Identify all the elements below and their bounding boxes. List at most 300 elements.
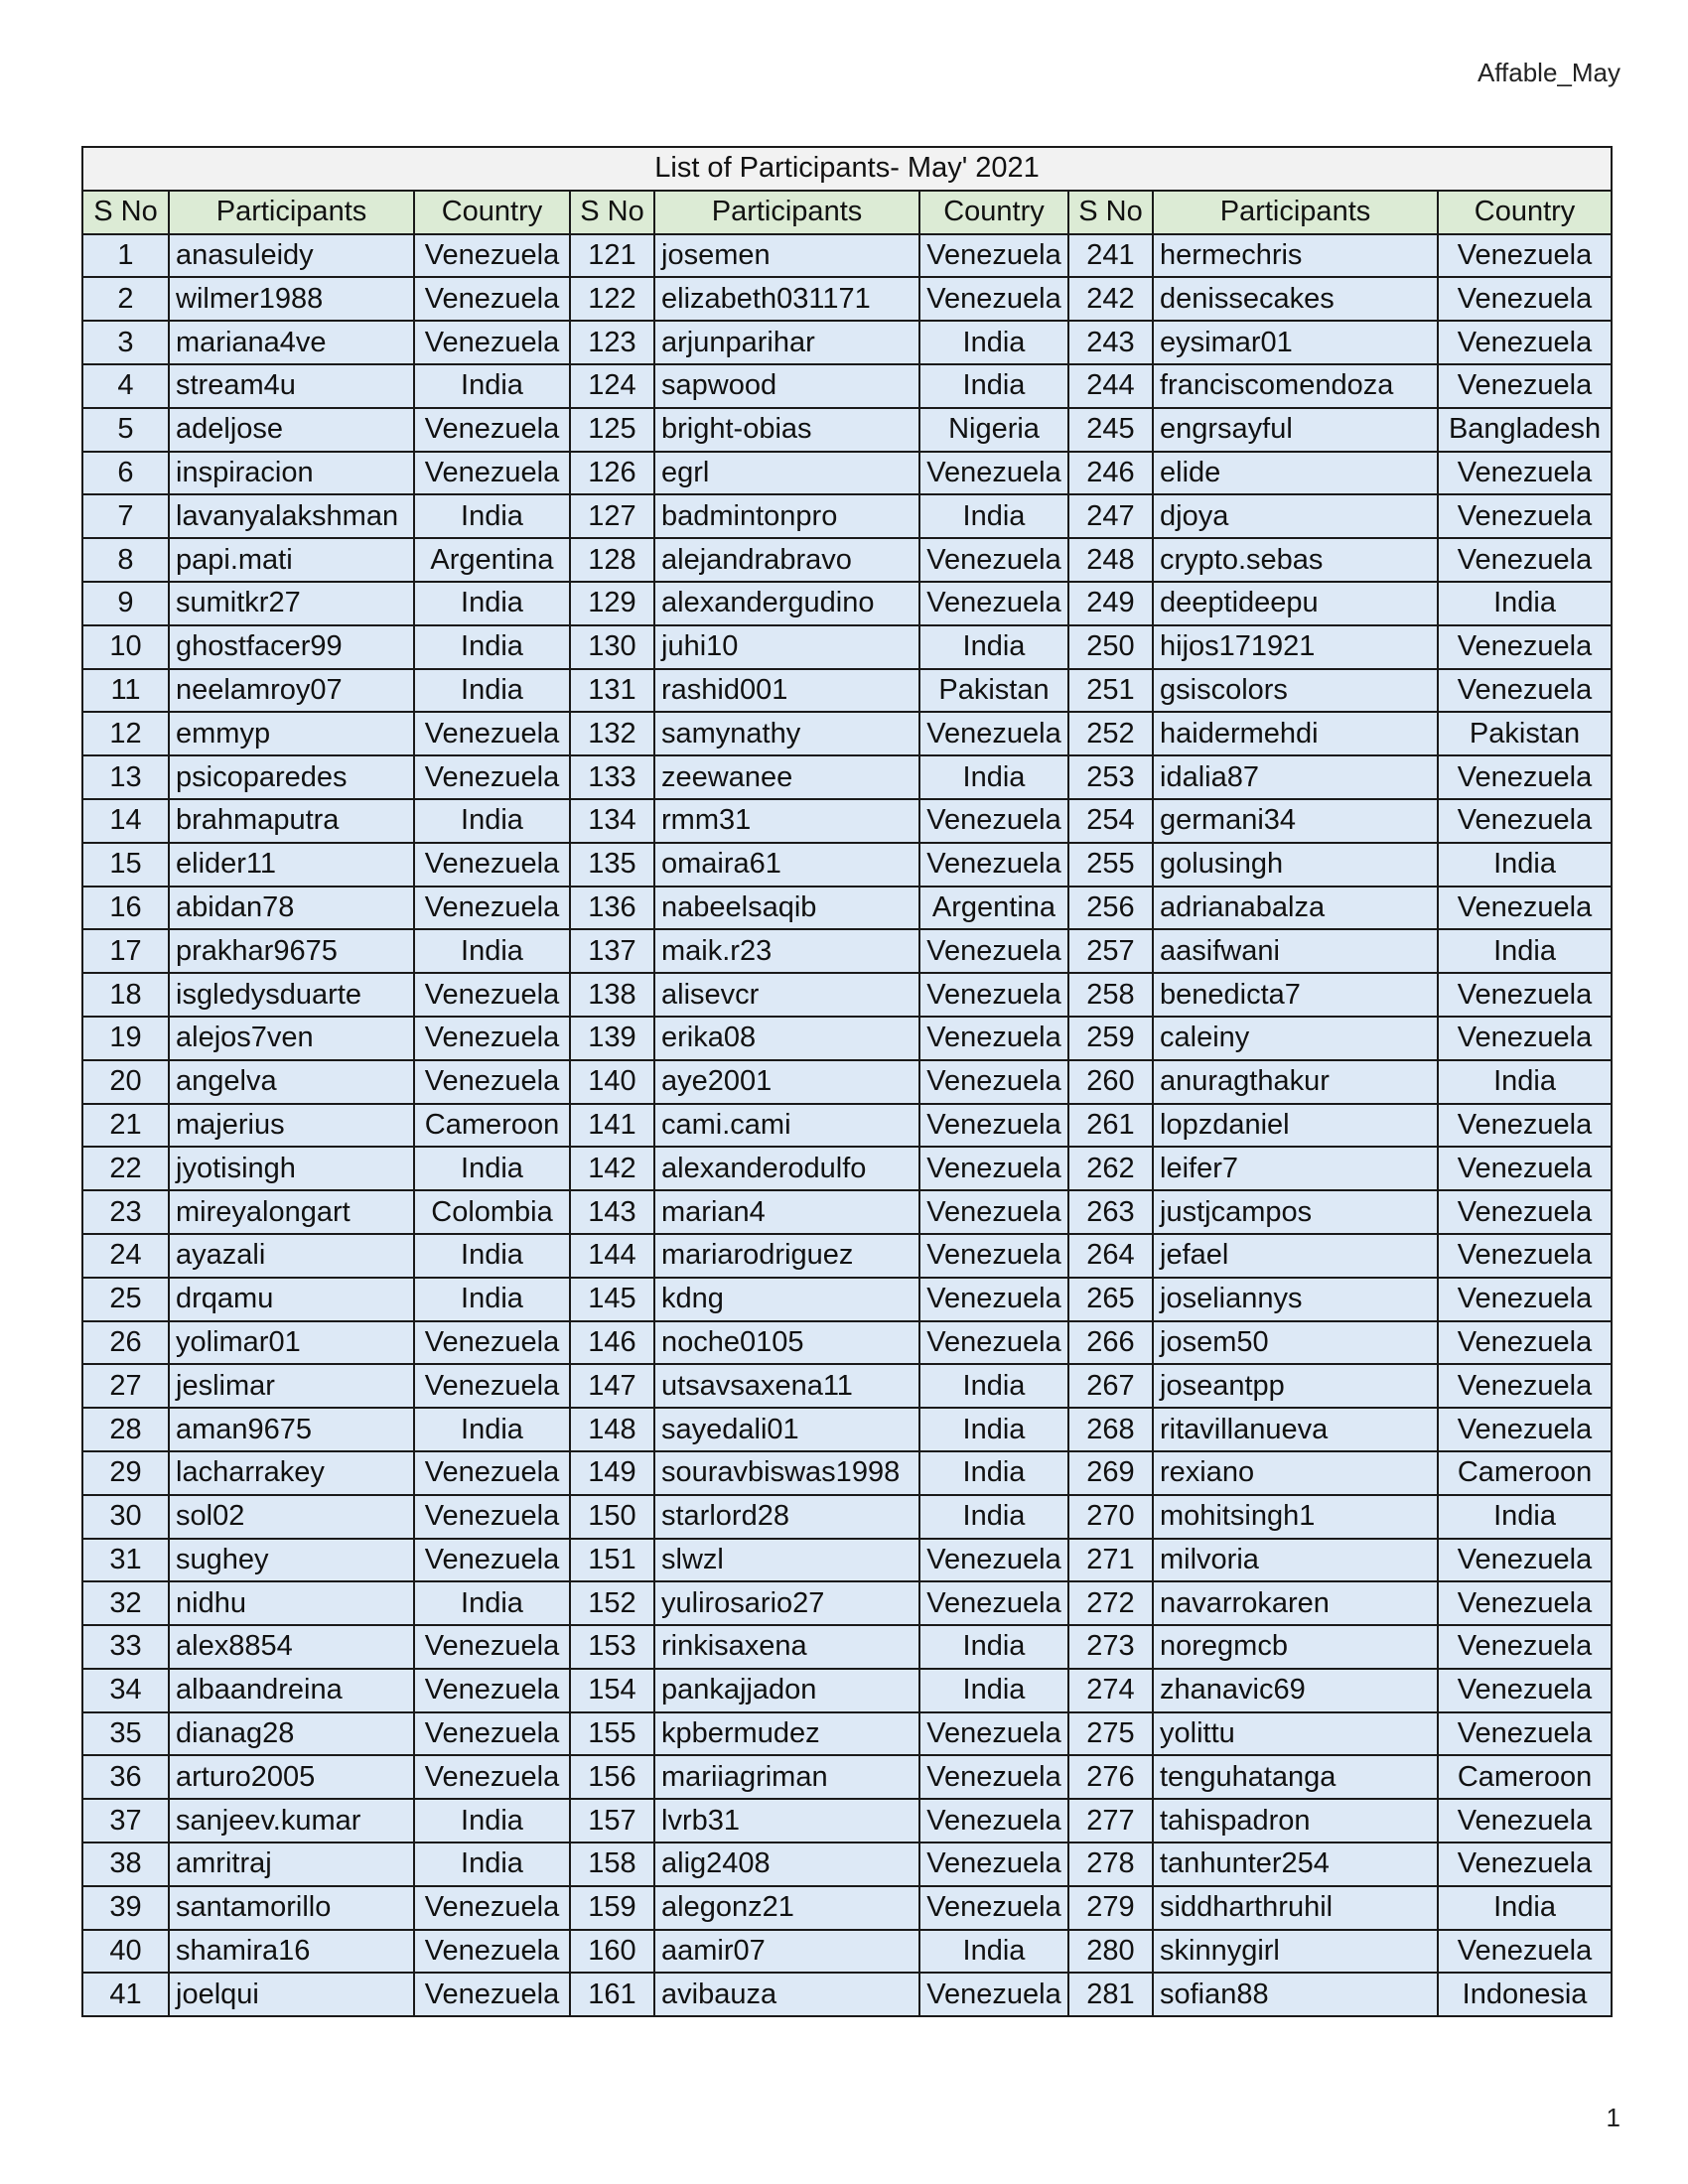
serial-number-cell: 2: [82, 277, 169, 321]
serial-number-cell: 159: [570, 1886, 654, 1930]
serial-number-cell: 21: [82, 1104, 169, 1148]
country-cell: Venezuela: [414, 1539, 570, 1582]
participant-name-cell: mariiagriman: [654, 1755, 919, 1799]
serial-number-cell: 247: [1068, 494, 1153, 538]
participant-name-cell: haidermehdi: [1153, 712, 1438, 755]
participant-name-cell: abidan78: [169, 887, 414, 930]
participant-name-cell: rinkisaxena: [654, 1625, 919, 1669]
country-cell: Venezuela: [414, 408, 570, 452]
country-cell: Venezuela: [1438, 669, 1612, 713]
country-header: Country: [919, 191, 1068, 234]
participant-name-cell: amritraj: [169, 1843, 414, 1886]
participant-name-cell: aamir07: [654, 1930, 919, 1974]
participant-name-cell: germani34: [1153, 799, 1438, 843]
country-cell: Venezuela: [1438, 1930, 1612, 1974]
participant-name-cell: majerius: [169, 1104, 414, 1148]
table-row: [82, 277, 1612, 321]
country-cell: Venezuela: [919, 234, 1068, 278]
participant-name-cell: stream4u: [169, 364, 414, 408]
participant-name-cell: noche0105: [654, 1321, 919, 1365]
country-cell: Venezuela: [1438, 625, 1612, 669]
country-cell: Venezuela: [919, 1886, 1068, 1930]
table-row: [82, 1321, 1612, 1365]
participant-name-cell: kdng: [654, 1278, 919, 1321]
country-cell: Venezuela: [919, 1581, 1068, 1625]
serial-number-cell: 243: [1068, 321, 1153, 364]
serial-number-cell: 251: [1068, 669, 1153, 713]
participant-name-cell: tahispadron: [1153, 1799, 1438, 1843]
country-cell: Venezuela: [1438, 538, 1612, 582]
serial-number-cell: 153: [570, 1625, 654, 1669]
participant-name-cell: alisevcr: [654, 973, 919, 1017]
serial-number-cell: 5: [82, 408, 169, 452]
country-cell: India: [919, 321, 1068, 364]
participant-name-cell: erika08: [654, 1017, 919, 1060]
country-cell: Venezuela: [919, 1147, 1068, 1190]
table-row: [82, 1104, 1612, 1148]
country-cell: India: [414, 1581, 570, 1625]
serial-number-cell: 8: [82, 538, 169, 582]
serial-number-cell: 274: [1068, 1669, 1153, 1712]
participant-name-cell: bright-obias: [654, 408, 919, 452]
participant-name-cell: avibauza: [654, 1973, 919, 2016]
country-cell: Venezuela: [1438, 1712, 1612, 1756]
serial-number-cell: 36: [82, 1755, 169, 1799]
country-cell: Venezuela: [1438, 799, 1612, 843]
sno-header: S No: [1068, 191, 1153, 234]
table-row: [82, 929, 1612, 973]
participant-name-cell: angelva: [169, 1060, 414, 1104]
participant-name-cell: joseliannys: [1153, 1278, 1438, 1321]
participant-name-cell: lacharrakey: [169, 1451, 414, 1495]
participant-name-cell: lavanyalakshman: [169, 494, 414, 538]
serial-number-cell: 260: [1068, 1060, 1153, 1104]
serial-number-cell: 246: [1068, 452, 1153, 495]
country-cell: Venezuela: [919, 1799, 1068, 1843]
country-cell: Venezuela: [414, 1451, 570, 1495]
country-cell: Argentina: [414, 538, 570, 582]
serial-number-cell: 41: [82, 1973, 169, 2016]
table-row: [82, 364, 1612, 408]
serial-number-cell: 30: [82, 1495, 169, 1539]
country-cell: Venezuela: [1438, 1190, 1612, 1234]
table-row: [82, 669, 1612, 713]
serial-number-cell: 136: [570, 887, 654, 930]
table-row: [82, 1669, 1612, 1712]
country-cell: India: [1438, 929, 1612, 973]
participant-name-cell: mariarodriguez: [654, 1234, 919, 1278]
participant-name-cell: yolimar01: [169, 1321, 414, 1365]
participant-name-cell: yulirosario27: [654, 1581, 919, 1625]
country-cell: Pakistan: [1438, 712, 1612, 755]
participant-name-cell: emmyp: [169, 712, 414, 755]
serial-number-cell: 157: [570, 1799, 654, 1843]
participant-name-cell: justjcampos: [1153, 1190, 1438, 1234]
table-row: [82, 887, 1612, 930]
table-row: [82, 1451, 1612, 1495]
participant-name-cell: rexiano: [1153, 1451, 1438, 1495]
column-header-row: [82, 191, 1612, 234]
serial-number-cell: 130: [570, 625, 654, 669]
serial-number-cell: 242: [1068, 277, 1153, 321]
country-cell: Venezuela: [1438, 494, 1612, 538]
country-cell: India: [414, 799, 570, 843]
participant-name-cell: zhanavic69: [1153, 1669, 1438, 1712]
country-cell: Venezuela: [414, 1930, 570, 1974]
participant-name-cell: sanjeev.kumar: [169, 1799, 414, 1843]
serial-number-cell: 133: [570, 755, 654, 799]
serial-number-cell: 140: [570, 1060, 654, 1104]
table-row: [82, 1278, 1612, 1321]
participant-name-cell: dianag28: [169, 1712, 414, 1756]
country-cell: India: [919, 625, 1068, 669]
country-cell: India: [414, 1799, 570, 1843]
serial-number-cell: 138: [570, 973, 654, 1017]
participant-name-cell: marian4: [654, 1190, 919, 1234]
serial-number-cell: 148: [570, 1408, 654, 1451]
country-cell: Venezuela: [919, 1843, 1068, 1886]
serial-number-cell: 37: [82, 1799, 169, 1843]
country-cell: Venezuela: [414, 1886, 570, 1930]
country-cell: Venezuela: [1438, 321, 1612, 364]
participant-name-cell: papi.mati: [169, 538, 414, 582]
participant-name-cell: samynathy: [654, 712, 919, 755]
participant-name-cell: skinnygirl: [1153, 1930, 1438, 1974]
participant-name-cell: siddharthruhil: [1153, 1886, 1438, 1930]
serial-number-cell: 123: [570, 321, 654, 364]
table-row: [82, 1799, 1612, 1843]
country-header: Country: [1438, 191, 1612, 234]
serial-number-cell: 144: [570, 1234, 654, 1278]
country-cell: Nigeria: [919, 408, 1068, 452]
country-cell: India: [414, 625, 570, 669]
country-cell: Colombia: [414, 1190, 570, 1234]
serial-number-cell: 261: [1068, 1104, 1153, 1148]
participant-name-cell: shamira16: [169, 1930, 414, 1974]
table-row: [82, 755, 1612, 799]
participant-name-cell: tanhunter254: [1153, 1843, 1438, 1886]
country-cell: India: [414, 669, 570, 713]
serial-number-cell: 139: [570, 1017, 654, 1060]
participant-name-cell: arturo2005: [169, 1755, 414, 1799]
table-row: [82, 1495, 1612, 1539]
serial-number-cell: 266: [1068, 1321, 1153, 1365]
participant-name-cell: sughey: [169, 1539, 414, 1582]
serial-number-cell: 265: [1068, 1278, 1153, 1321]
serial-number-cell: 256: [1068, 887, 1153, 930]
serial-number-cell: 20: [82, 1060, 169, 1104]
participants-table: [81, 146, 1613, 2017]
serial-number-cell: 35: [82, 1712, 169, 1756]
table-row: [82, 582, 1612, 625]
country-cell: India: [919, 1408, 1068, 1451]
participant-name-cell: alex8854: [169, 1625, 414, 1669]
serial-number-cell: 127: [570, 494, 654, 538]
participant-name-cell: aman9675: [169, 1408, 414, 1451]
serial-number-cell: 258: [1068, 973, 1153, 1017]
country-cell: Venezuela: [919, 538, 1068, 582]
country-cell: India: [414, 1408, 570, 1451]
country-cell: Venezuela: [1438, 1843, 1612, 1886]
serial-number-cell: 31: [82, 1539, 169, 1582]
country-cell: Venezuela: [919, 929, 1068, 973]
participant-name-cell: jeslimar: [169, 1364, 414, 1408]
country-cell: Argentina: [919, 887, 1068, 930]
serial-number-cell: 1: [82, 234, 169, 278]
serial-number-cell: 277: [1068, 1799, 1153, 1843]
participant-name-cell: prakhar9675: [169, 929, 414, 973]
table-row: [82, 538, 1612, 582]
country-cell: Venezuela: [919, 1234, 1068, 1278]
country-cell: Venezuela: [414, 1973, 570, 2016]
country-cell: Venezuela: [414, 1495, 570, 1539]
participant-name-cell: cami.cami: [654, 1104, 919, 1148]
participant-name-cell: hijos171921: [1153, 625, 1438, 669]
country-cell: Venezuela: [919, 1539, 1068, 1582]
participant-name-cell: omaira61: [654, 843, 919, 887]
serial-number-cell: 16: [82, 887, 169, 930]
table-row: [82, 712, 1612, 755]
serial-number-cell: 7: [82, 494, 169, 538]
participant-name-cell: mariana4ve: [169, 321, 414, 364]
participant-name-cell: elide: [1153, 452, 1438, 495]
table-row: [82, 973, 1612, 1017]
country-cell: India: [414, 1234, 570, 1278]
serial-number-cell: 143: [570, 1190, 654, 1234]
country-cell: India: [919, 1495, 1068, 1539]
country-cell: Venezuela: [414, 1712, 570, 1756]
serial-number-cell: 128: [570, 538, 654, 582]
serial-number-cell: 27: [82, 1364, 169, 1408]
participant-name-cell: maik.r23: [654, 929, 919, 973]
table-row: [82, 452, 1612, 495]
country-cell: Venezuela: [1438, 1799, 1612, 1843]
table-row: [82, 494, 1612, 538]
participant-name-cell: starlord28: [654, 1495, 919, 1539]
country-cell: Indonesia: [1438, 1973, 1612, 2016]
participant-name-cell: slwzl: [654, 1539, 919, 1582]
country-cell: India: [1438, 843, 1612, 887]
country-cell: Venezuela: [1438, 1364, 1612, 1408]
country-cell: Venezuela: [414, 887, 570, 930]
country-cell: India: [414, 1843, 570, 1886]
country-cell: Venezuela: [1438, 452, 1612, 495]
serial-number-cell: 262: [1068, 1147, 1153, 1190]
country-cell: Venezuela: [919, 1060, 1068, 1104]
table-row: [82, 1712, 1612, 1756]
serial-number-cell: 40: [82, 1930, 169, 1974]
serial-number-cell: 248: [1068, 538, 1153, 582]
participant-name-cell: sol02: [169, 1495, 414, 1539]
table-row: [82, 1973, 1612, 2016]
serial-number-cell: 124: [570, 364, 654, 408]
country-cell: Venezuela: [919, 1190, 1068, 1234]
serial-number-cell: 147: [570, 1364, 654, 1408]
country-cell: Venezuela: [919, 1321, 1068, 1365]
serial-number-cell: 279: [1068, 1886, 1153, 1930]
participant-name-cell: milvoria: [1153, 1539, 1438, 1582]
serial-number-cell: 264: [1068, 1234, 1153, 1278]
table-row: [82, 1147, 1612, 1190]
participant-name-cell: caleiny: [1153, 1017, 1438, 1060]
serial-number-cell: 276: [1068, 1755, 1153, 1799]
serial-number-cell: 131: [570, 669, 654, 713]
participant-name-cell: ayazali: [169, 1234, 414, 1278]
country-cell: India: [919, 1669, 1068, 1712]
country-cell: Venezuela: [1438, 234, 1612, 278]
country-cell: India: [919, 494, 1068, 538]
serial-number-cell: 145: [570, 1278, 654, 1321]
country-cell: Venezuela: [919, 1104, 1068, 1148]
sno-header: S No: [82, 191, 169, 234]
serial-number-cell: 151: [570, 1539, 654, 1582]
serial-number-cell: 249: [1068, 582, 1153, 625]
serial-number-cell: 125: [570, 408, 654, 452]
participant-name-cell: wilmer1988: [169, 277, 414, 321]
serial-number-cell: 28: [82, 1408, 169, 1451]
country-cell: Venezuela: [414, 843, 570, 887]
serial-number-cell: 19: [82, 1017, 169, 1060]
serial-number-cell: 154: [570, 1669, 654, 1712]
participant-name-cell: alexandergudino: [654, 582, 919, 625]
participant-name-cell: alig2408: [654, 1843, 919, 1886]
participant-name-cell: lopzdaniel: [1153, 1104, 1438, 1148]
country-cell: India: [414, 364, 570, 408]
participant-name-cell: zeewanee: [654, 755, 919, 799]
serial-number-cell: 254: [1068, 799, 1153, 843]
participant-name-cell: rmm31: [654, 799, 919, 843]
country-cell: India: [1438, 1060, 1612, 1104]
country-cell: Venezuela: [414, 452, 570, 495]
table-row: [82, 1364, 1612, 1408]
participant-name-cell: aasifwani: [1153, 929, 1438, 973]
country-cell: Venezuela: [1438, 1104, 1612, 1148]
participant-name-cell: utsavsaxena11: [654, 1364, 919, 1408]
participant-name-cell: hermechris: [1153, 234, 1438, 278]
serial-number-cell: 33: [82, 1625, 169, 1669]
country-cell: India: [414, 582, 570, 625]
serial-number-cell: 18: [82, 973, 169, 1017]
country-cell: Venezuela: [414, 712, 570, 755]
serial-number-cell: 121: [570, 234, 654, 278]
country-header: Country: [414, 191, 570, 234]
country-cell: India: [414, 494, 570, 538]
country-cell: Venezuela: [919, 1973, 1068, 2016]
country-cell: Venezuela: [414, 234, 570, 278]
participant-name-cell: elizabeth031171: [654, 277, 919, 321]
participant-name-cell: ghostfacer99: [169, 625, 414, 669]
serial-number-cell: 25: [82, 1278, 169, 1321]
serial-number-cell: 252: [1068, 712, 1153, 755]
serial-number-cell: 278: [1068, 1843, 1153, 1886]
table-row: [82, 625, 1612, 669]
serial-number-cell: 17: [82, 929, 169, 973]
document-header-label: Affable_May: [1477, 58, 1620, 87]
country-cell: Venezuela: [1438, 1539, 1612, 1582]
country-cell: Venezuela: [1438, 1321, 1612, 1365]
country-cell: India: [919, 1930, 1068, 1974]
participant-name-cell: sofian88: [1153, 1973, 1438, 2016]
country-cell: Venezuela: [414, 277, 570, 321]
country-cell: Cameroon: [414, 1104, 570, 1148]
participants-header: Participants: [1153, 191, 1438, 234]
serial-number-cell: 23: [82, 1190, 169, 1234]
country-cell: Cameroon: [1438, 1451, 1612, 1495]
participant-name-cell: isgledysduarte: [169, 973, 414, 1017]
country-cell: Venezuela: [1438, 1234, 1612, 1278]
country-cell: India: [414, 1147, 570, 1190]
sno-header: S No: [570, 191, 654, 234]
serial-number-cell: 32: [82, 1581, 169, 1625]
country-cell: Venezuela: [919, 973, 1068, 1017]
serial-number-cell: 39: [82, 1886, 169, 1930]
serial-number-cell: 150: [570, 1495, 654, 1539]
country-cell: Venezuela: [414, 1625, 570, 1669]
participant-name-cell: anuragthakur: [1153, 1060, 1438, 1104]
serial-number-cell: 12: [82, 712, 169, 755]
country-cell: Venezuela: [919, 582, 1068, 625]
table-row: [82, 1755, 1612, 1799]
country-cell: India: [1438, 1886, 1612, 1930]
country-cell: Venezuela: [1438, 973, 1612, 1017]
participant-name-cell: alegonz21: [654, 1886, 919, 1930]
participant-name-cell: sapwood: [654, 364, 919, 408]
serial-number-cell: 29: [82, 1451, 169, 1495]
participant-name-cell: sayedali01: [654, 1408, 919, 1451]
country-cell: Venezuela: [919, 1278, 1068, 1321]
country-cell: India: [1438, 582, 1612, 625]
participant-name-cell: egrl: [654, 452, 919, 495]
serial-number-cell: 132: [570, 712, 654, 755]
country-cell: India: [414, 1278, 570, 1321]
serial-number-cell: 11: [82, 669, 169, 713]
serial-number-cell: 275: [1068, 1712, 1153, 1756]
participant-name-cell: aye2001: [654, 1060, 919, 1104]
serial-number-cell: 34: [82, 1669, 169, 1712]
participant-name-cell: jefael: [1153, 1234, 1438, 1278]
serial-number-cell: 122: [570, 277, 654, 321]
serial-number-cell: 280: [1068, 1930, 1153, 1974]
serial-number-cell: 273: [1068, 1625, 1153, 1669]
table-row: [82, 408, 1612, 452]
serial-number-cell: 263: [1068, 1190, 1153, 1234]
table-row: [82, 1886, 1612, 1930]
serial-number-cell: 267: [1068, 1364, 1153, 1408]
participant-name-cell: tenguhatanga: [1153, 1755, 1438, 1799]
participant-name-cell: joseantpp: [1153, 1364, 1438, 1408]
country-cell: India: [919, 1451, 1068, 1495]
serial-number-cell: 149: [570, 1451, 654, 1495]
participant-name-cell: idalia87: [1153, 755, 1438, 799]
participant-name-cell: denissecakes: [1153, 277, 1438, 321]
country-cell: Venezuela: [1438, 1147, 1612, 1190]
serial-number-cell: 250: [1068, 625, 1153, 669]
serial-number-cell: 126: [570, 452, 654, 495]
serial-number-cell: 10: [82, 625, 169, 669]
country-cell: Venezuela: [1438, 1278, 1612, 1321]
serial-number-cell: 15: [82, 843, 169, 887]
serial-number-cell: 259: [1068, 1017, 1153, 1060]
table-row: [82, 1930, 1612, 1974]
participant-name-cell: lvrb31: [654, 1799, 919, 1843]
participant-name-cell: josemen: [654, 234, 919, 278]
participant-name-cell: alejandrabravo: [654, 538, 919, 582]
country-cell: India: [1438, 1495, 1612, 1539]
participant-name-cell: neelamroy07: [169, 669, 414, 713]
serial-number-cell: 14: [82, 799, 169, 843]
participant-name-cell: engrsayful: [1153, 408, 1438, 452]
table-row: [82, 1234, 1612, 1278]
